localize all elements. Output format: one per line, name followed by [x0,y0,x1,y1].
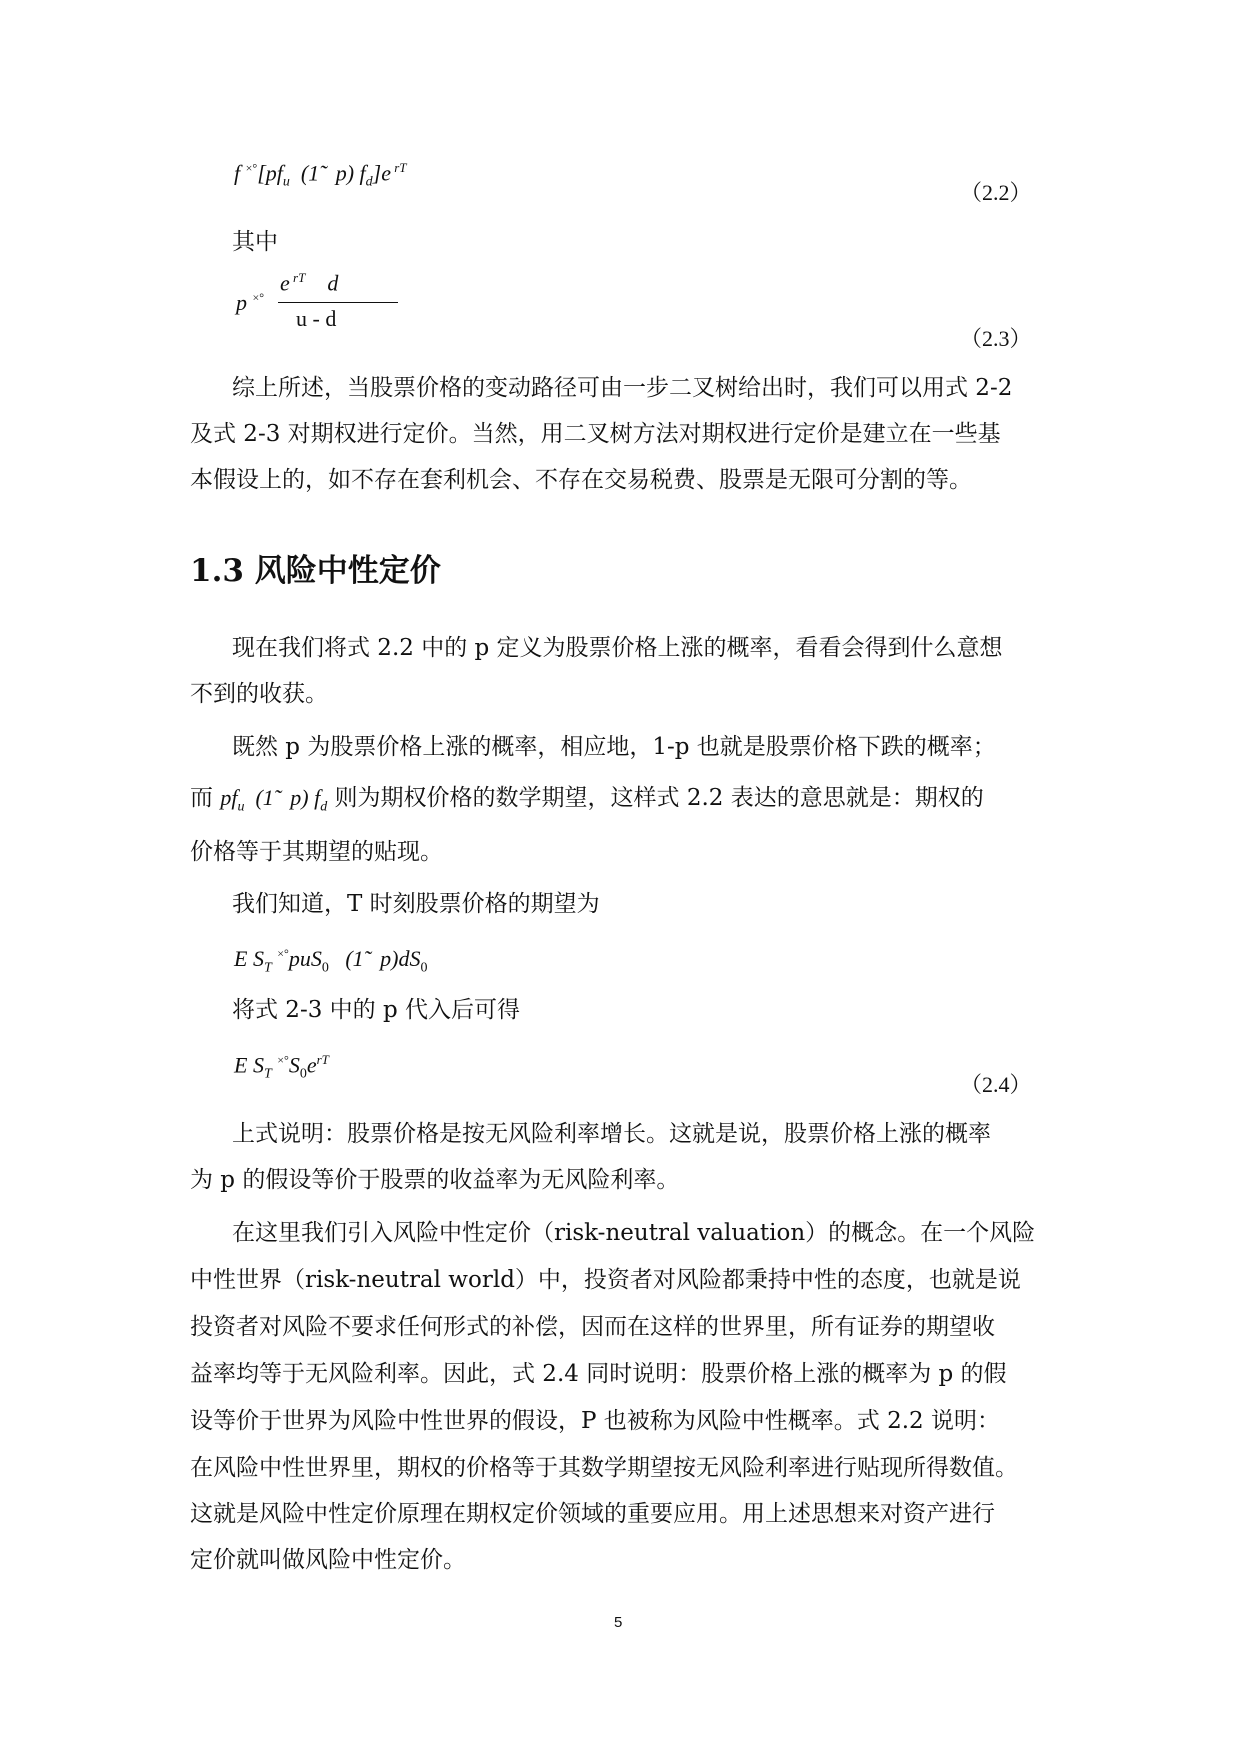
paragraph-line: 不到的收获。 [190,681,328,707]
paragraph-text: 则为期权价格的数学期望，这样式 2.2 表达的意思就是：期权的 [334,785,984,811]
paragraph-line: 中性世界（risk-neutral world）中，投资者对风险都秉持中性的态度，也就是说 [190,1267,1021,1293]
qizhong-label: 其中 [232,229,278,255]
paragraph-line: 投资者对风险不要求任何形式的补偿，因而在这样的世界里，所有证券的期望收 [190,1314,995,1340]
paragraph-line: 设等价于世界为风险中性世界的假设，P 也被称为风险中性概率。式 2.2 说明： [190,1408,1000,1434]
paragraph-line: 价格等于其期望的贴现。 [190,839,443,865]
equation-number-2-2: （2.2） [960,180,1032,205]
equation-number-2-4: （2.4） [960,1072,1032,1097]
paragraph-line: 既然 p 为股票价格上涨的概率，相应地，1-p 也就是股票价格下跌的概率； [232,734,996,760]
paragraph-line: 现在我们将式 2.2 中的 p 定义为股票价格上涨的概率，看看会得到什么意想 [232,635,1003,661]
paragraph-line: 及式 2-3 对期权进行定价。当然，用二叉树方法对期权进行定价是建立在一些基 [190,421,1001,447]
equation-2-2: f $^{\times^\circ}[pf_u$ (1̃ p) $f_d]e$ $^{rT}$ [234,160,407,190]
paragraph-line: 将式 2-3 中的 p 代入后可得 [232,997,521,1023]
inline-formula: $pf_u$ (1̃ p) $f_d$ [220,785,328,815]
paragraph-line: 定价就叫做风险中性定价。 [190,1547,466,1573]
equation-number-2-3: （2.3） [960,326,1032,351]
page-number: 5 [614,1614,623,1631]
paragraph-line: 在这里我们引入风险中性定价（risk-neutral valuation）的概念。在一个风险 [232,1220,1036,1246]
paragraph-line: 本假设上的，如不存在套利机会、不存在交易税费、股票是无限可分割的等。 [190,467,972,493]
paragraph-line: 益率均等于无风险利率。因此，式 2.4 同时说明：股票价格上涨的概率为 p 的假 [190,1361,1007,1387]
paragraph-line: 上式说明：股票价格是按无风险利率增长。这就是说，股票价格上涨的概率 [232,1121,991,1147]
section-heading: 1.3 风险中性定价 [190,553,441,589]
paragraph-text: 而 [190,785,213,811]
expectation-formula: E $S_T$ ×°puS$_0$ (1̃ $p)dS_0$ [234,946,428,976]
paragraph-line: 在风险中性世界里，期权的价格等于其数学期望按无风险利率进行贴现所得数值。 [190,1455,1018,1481]
paragraph-line [190,778,984,827]
paragraph-line: 我们知道，T 时刻股票价格的期望为 [232,891,600,917]
equation-2-4: E $S_T$ $^{\times^\circ}S_0e^{rT}$ [234,1052,329,1082]
paragraph-line: 为 p 的假设等价于股票的收益率为无风险利率。 [190,1167,680,1193]
paragraph-line: 这就是风险中性定价原理在期权定价领域的重要应用。用上述思想来对资产进行 [190,1501,995,1527]
paragraph-line: 综上所述，当股票价格的变动路径可由一步二叉树给出时，我们可以用式 2-2 [232,375,1013,401]
